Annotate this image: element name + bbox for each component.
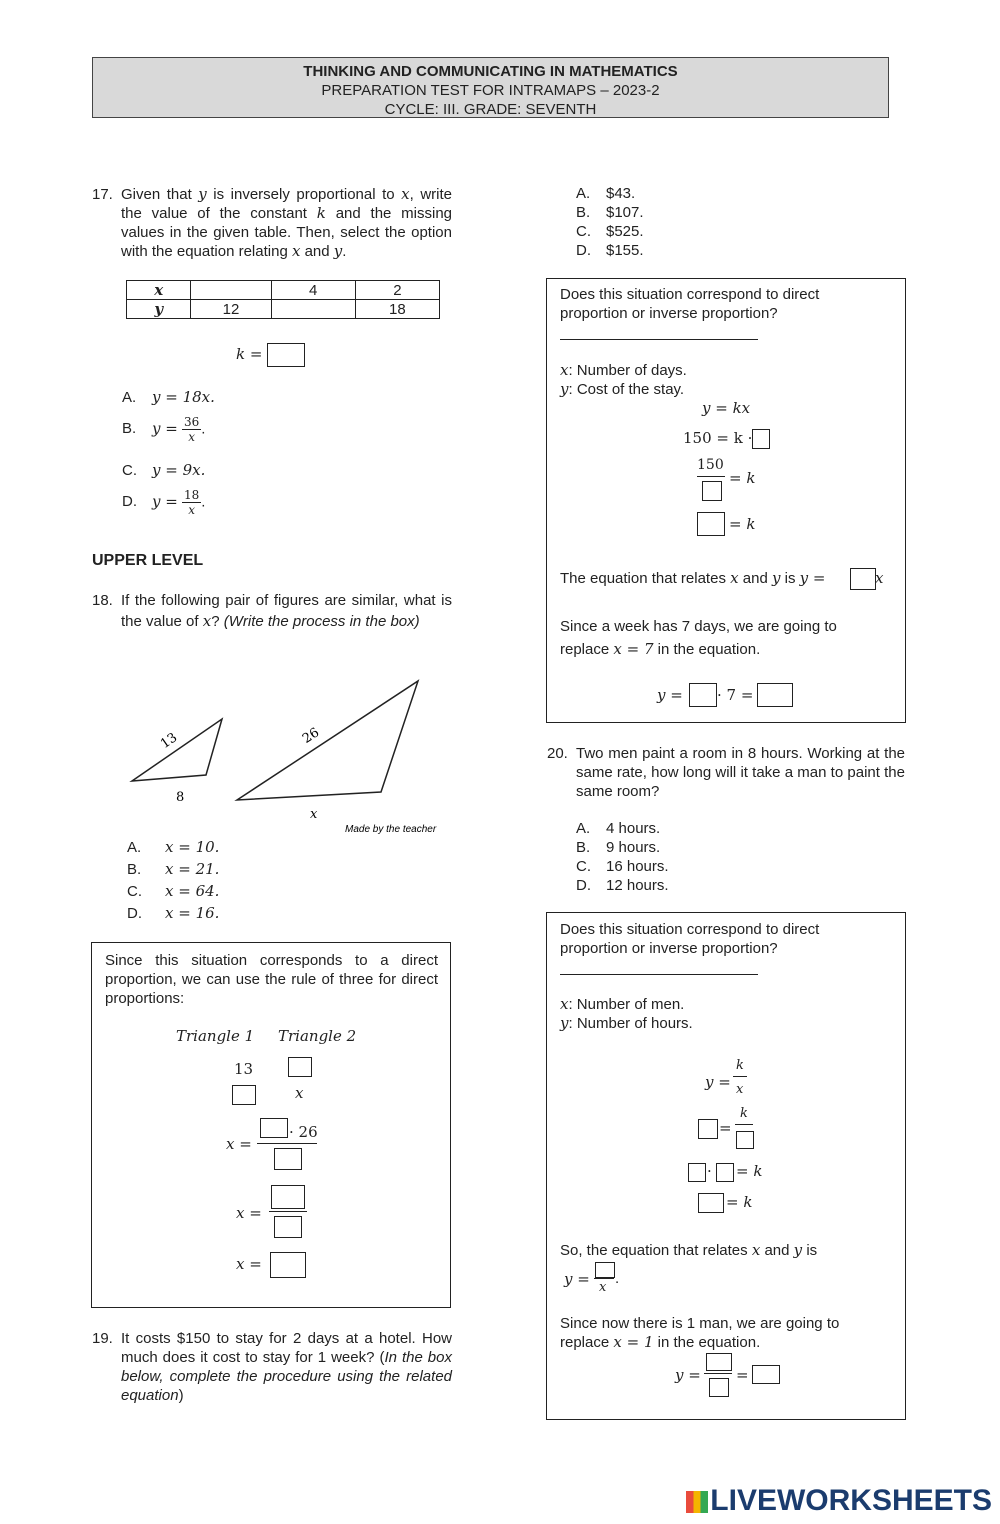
header-title: THINKING AND COMMUNICATING IN MATHEMATICS [303,63,678,80]
question-number: 19. [92,1330,113,1347]
x-definition: x: Number of men. [560,995,685,1013]
triangle-1 [132,719,222,781]
dot-operator: · [707,1162,712,1180]
relation-period: . [615,1270,620,1287]
triangle-1-base-label: 8 [176,790,185,805]
fraction-bar-1 [733,1076,747,1077]
relation-x: x [875,569,884,587]
final-y-equals: y = [675,1366,701,1384]
triangle-2-label: Triangle 2 [278,1027,357,1045]
q19-option-c[interactable]: C. $525. [576,223,644,240]
q18-option-b[interactable]: B. x = 21. [127,860,220,878]
times-26: · 26 [289,1123,318,1141]
q20-procedure-box [546,912,906,1420]
fraction-bar-3 [594,1278,614,1279]
proportion-table [126,280,440,319]
value-x: x [295,1084,304,1102]
x-equals-3: x = [236,1255,262,1273]
question-17 [92,185,452,261]
question-number: 17. [92,186,113,203]
table-cell-x2: 4 [271,281,355,300]
triangle-1-label: Triangle 1 [176,1027,255,1045]
times-7-equals: · 7 = [717,686,754,704]
k-answer-row [236,343,305,367]
equals-k-2: = k [729,515,756,533]
q18-option-d[interactable]: D. x = 16. [127,904,220,922]
q19-procedure-box [546,278,906,723]
answer-box-final-denominator[interactable] [709,1378,729,1397]
question-19 [92,1329,452,1405]
one-man-statement: Since now there is 1 man, we are going to replace x = 1 in the equation. [560,1315,840,1351]
q20-box-question: Does this situation correspond to direct proportion or inverse proportion? [560,921,820,957]
question-20 [547,744,905,801]
fraction-k: k [740,1106,748,1121]
q20-option-c[interactable]: C. 16 hours. [576,858,669,875]
answer-box-t1-bottom[interactable] [232,1085,256,1105]
inverse-eq-x: x [736,1082,744,1097]
question-number: 20. [547,745,568,762]
answer-box-denominator-1[interactable] [274,1148,302,1170]
x-definition: x: Number of days. [560,361,687,379]
q19-option-d[interactable]: D. $155. [576,242,644,259]
numerator-150: 150 [697,457,724,473]
answer-box-numerator-2[interactable] [271,1185,305,1209]
answer-box-product-1[interactable] [688,1163,706,1182]
equals-k-1: = k [736,1162,763,1180]
relation-y-equals: y = [564,1270,590,1288]
similar-triangles-figure [120,670,460,840]
answer-box-men[interactable] [736,1131,754,1149]
final-y-equals: y = [657,686,683,704]
answer-box-denominator[interactable] [702,481,722,501]
fraction-bar-2 [735,1124,753,1125]
inverse-eq-y: y = [705,1073,731,1091]
q17-option-c[interactable]: C. y = 9x. [122,461,206,479]
q18-process-box [91,942,451,1308]
question-19-text: It costs $150 to stay for 2 days at a hotel. How much does it cost to stay for 1 week? (In the box below, complete the procedure using the related equation) [121,1330,452,1404]
answer-box-t2-top[interactable] [288,1057,312,1077]
answer-box-numerator-1[interactable] [260,1118,288,1138]
q20-option-d[interactable]: D. 12 hours. [576,877,669,894]
fraction-bar-1 [257,1143,317,1144]
y-definition: y: Cost of the stay. [560,380,685,398]
triangle-2-base-label: x [310,807,318,822]
q17-option-b[interactable]: B. y = $\frac{36}{x}$ . [122,415,206,444]
q19-option-a[interactable]: A. $43. [576,185,636,202]
answer-line-proportion-type[interactable] [560,974,758,975]
inverse-eq-k: k [736,1058,744,1073]
q19-option-b[interactable]: B. $107. [576,204,644,221]
logo-icon [686,1491,708,1513]
table-cell-x1[interactable] [191,281,271,300]
triangle-1-side-label: 13 [158,730,181,752]
answer-box-denominator-2[interactable] [274,1216,302,1238]
table-cell-y2[interactable] [271,300,355,319]
triangle-2 [237,681,418,800]
answer-box-equation-k[interactable] [850,568,876,590]
q20-option-b[interactable]: B. 9 hours. [576,839,661,856]
relation-statement: So, the equation that relates x and y is [560,1241,818,1259]
fraction-bar-4 [704,1373,732,1374]
x-equals-1: x = [226,1135,252,1153]
answer-box-final-k[interactable] [689,683,717,707]
answer-box-relation-k[interactable] [595,1262,615,1278]
figure-credit: Made by the teacher [345,824,437,835]
equals-k-1: = k [729,469,756,487]
answer-box-hours[interactable] [698,1119,718,1139]
equals-sign-2: = [736,1366,749,1384]
answer-box-days[interactable] [752,429,770,449]
answer-box-final-cost[interactable] [757,683,793,707]
y-definition: y: Number of hours. [560,1014,693,1032]
table-header-x: x [127,281,191,300]
k-label: k = [236,344,263,363]
q18-option-a[interactable]: A. x = 10. [127,838,220,856]
table-cell-y1: 12 [191,300,271,319]
q20-option-a[interactable]: A. 4 hours. [576,820,661,837]
answer-box-k-value[interactable] [698,1193,724,1213]
header-subtitle: PREPARATION TEST FOR INTRAMAPS – 2023-2 [321,82,660,99]
equation-150-k: 150 = k · [683,429,753,447]
answer-line-proportion-type[interactable] [560,339,758,340]
table-cell-x3: 2 [355,281,439,300]
question-20-text: Two men paint a room in 8 hours. Working at the same rate, how long will it take a man to paint the same room? [576,745,905,800]
fraction-bar-2 [269,1211,307,1212]
q17-option-d[interactable]: D. y = $\frac{18}{x}$ . [122,488,206,517]
logo-text: LIVEWORKSHEETS [710,1484,992,1517]
answer-box-final-numerator[interactable] [706,1353,732,1371]
answer-box-k-value[interactable] [697,512,725,536]
table-cell-y3: 18 [355,300,439,319]
k-answer-box[interactable] [267,343,305,367]
answer-box-product-2[interactable] [716,1163,734,1182]
x-equals-2: x = [236,1204,262,1222]
header-cycle: CYCLE: III. GRADE: SEVENTH [384,101,597,118]
question-18 [92,590,452,632]
q17-option-a[interactable]: A. y = 18x. [122,388,215,406]
fraction-bar [697,476,725,477]
question-number: 18. [92,592,113,609]
answer-box-final-x[interactable] [270,1252,306,1278]
q19-box-question: Does this situation correspond to direct proportion or inverse proportion? [560,286,820,322]
answer-box-final-hours[interactable] [752,1365,780,1384]
question-17-text: Given that y is inversely proportional to x, write the value of the constant k and the missing values in the given table. Then, select the option with the equation relating x and y. [121,185,453,260]
liveworksheets-logo[interactable] [686,1484,992,1518]
relation-x: x [599,1280,607,1295]
q18-box-intro: Since this situation corresponds to a direct proportion, we can use the rule of three for direct proportions: [105,952,438,1007]
upper-level-heading: UPPER LEVEL [92,552,204,569]
week-statement: Since a week has 7 days, we are going to replace x = 7 in the equation. [560,618,837,658]
question-18-text: If the following pair of figures are similar, what is the value of x? (Write the process in the box) [121,592,452,630]
equals-sign-1: = [719,1119,732,1137]
table-header-y: y [127,300,191,319]
equation-y-kx: y = kx [702,399,751,417]
equals-k-2: = k [726,1193,753,1211]
triangle-2-side-label: 26 [300,725,323,747]
relation-statement: The equation that relates x and y is y = [560,569,826,587]
value-13: 13 [234,1060,254,1078]
page-header [92,57,889,118]
q18-option-c[interactable]: C. x = 64. [127,882,220,900]
